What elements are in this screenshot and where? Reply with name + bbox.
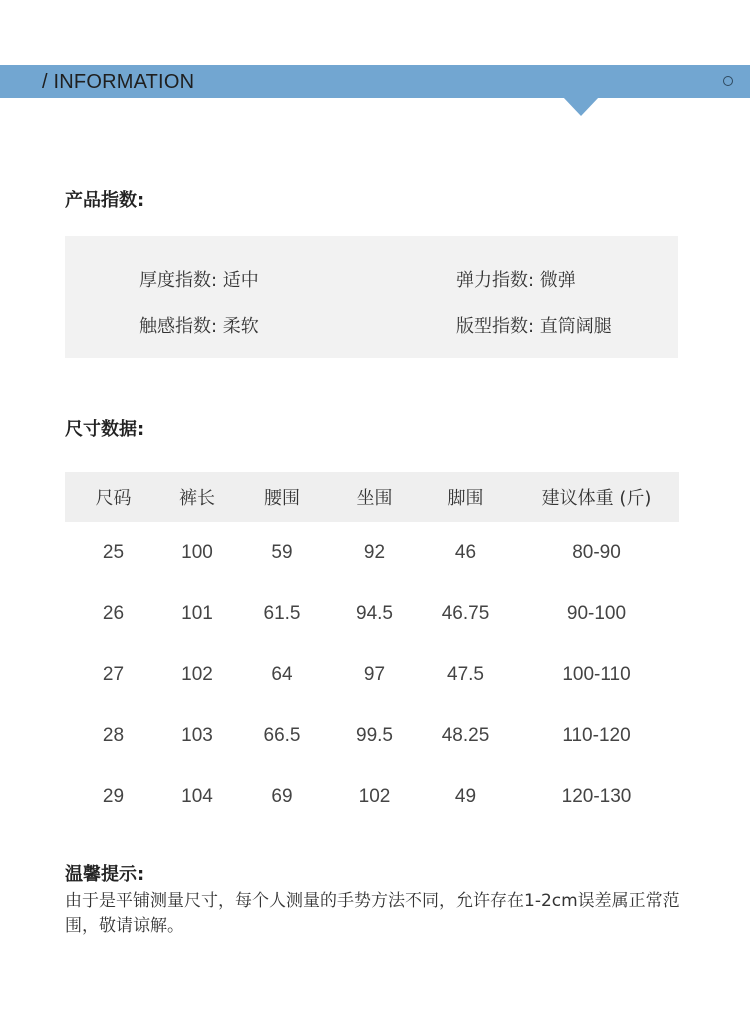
table-cell: 90-100: [566, 602, 627, 624]
table-row: [65, 644, 679, 705]
size-heading: 尺寸数据:: [65, 419, 145, 440]
notice-title: 温馨提示:: [65, 864, 145, 885]
spec-elasticity: 弹力指数: 微弹: [456, 270, 576, 291]
table-cell: 47.5: [447, 663, 484, 685]
table-cell: 28: [102, 724, 125, 746]
table-cell: 94.5: [356, 602, 393, 624]
table-row: [65, 705, 679, 766]
table-cell: 25: [102, 541, 125, 563]
banner-title: / INFORMATION: [42, 71, 195, 93]
col-header-waist: 腰围: [232, 472, 332, 522]
table-row: [65, 583, 679, 644]
table-cell: 61.5: [263, 602, 301, 624]
col-header-leg-opening: 脚围: [417, 472, 514, 522]
col-header-length: 裤长: [162, 472, 232, 522]
table-cell: 99.5: [356, 724, 393, 746]
table-row: [65, 766, 679, 827]
table-cell: 120-130: [561, 785, 632, 807]
table-cell: 97: [363, 663, 386, 685]
table-cell: 29: [102, 785, 125, 807]
table-cell: 103: [181, 724, 213, 746]
table-cell: 92: [363, 541, 386, 563]
table-cell: 100: [181, 541, 213, 563]
table-cell: 104: [181, 785, 213, 807]
table-cell: 49: [454, 785, 477, 807]
circle-icon: [723, 76, 733, 86]
specs-heading: 产品指数:: [65, 190, 145, 211]
table-cell: 59: [271, 541, 293, 563]
spec-touch: 触感指数: 柔软: [139, 316, 259, 337]
table-cell: 110-120: [562, 724, 631, 746]
table-cell: 102: [181, 663, 213, 685]
table-row: [65, 522, 679, 583]
table-cell: 100-110: [562, 663, 631, 685]
table-cell: 64: [271, 663, 293, 685]
table-cell: 69: [271, 785, 293, 807]
spec-fit: 版型指数: 直筒阔腿: [456, 316, 612, 337]
table-cell: 66.5: [263, 724, 301, 746]
table-cell: 48.25: [441, 724, 490, 746]
col-header-size: 尺码: [65, 472, 162, 522]
table-cell: 27: [102, 663, 125, 685]
specs-panel: [65, 236, 678, 358]
table-cell: 102: [358, 785, 391, 807]
information-banner: [0, 65, 750, 98]
table-cell: 80-90: [572, 541, 621, 563]
spec-thickness: 厚度指数: 适中: [139, 270, 259, 291]
table-cell: 46.75: [441, 602, 490, 624]
col-header-hip: 坐围: [332, 472, 417, 522]
banner-notch-triangle: [563, 97, 599, 116]
notice-body: 由于是平铺测量尺寸，每个人测量的手势方法不同，允许存在1-2cm误差属正常范围，敬请谅解。: [65, 891, 680, 936]
table-cell: 26: [102, 602, 125, 624]
table-cell: 101: [181, 602, 213, 624]
col-header-weight: 建议体重 (斤): [514, 472, 679, 522]
size-table: [65, 472, 679, 827]
table-cell: 46: [454, 541, 477, 563]
table-header-row: [65, 472, 679, 522]
